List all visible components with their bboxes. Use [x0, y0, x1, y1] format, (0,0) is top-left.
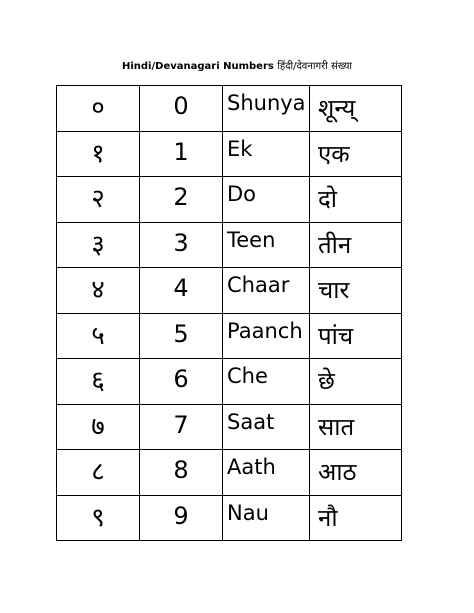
- hindi-word-cell: शून्य्: [310, 86, 402, 132]
- arabic-digit-cell: 1: [140, 131, 223, 177]
- devanagari-digit-cell: ६: [57, 359, 140, 405]
- document-title: [0, 60, 474, 74]
- romanized-word-cell: Aath: [223, 450, 310, 496]
- devanagari-digit-cell: ३: [57, 222, 140, 268]
- arabic-digit-cell: 0: [140, 86, 223, 132]
- arabic-digit-cell: 8: [140, 450, 223, 496]
- hindi-word-cell: सात: [310, 404, 402, 450]
- romanized-word-cell: Nau: [223, 495, 310, 541]
- arabic-digit-cell: 5: [140, 313, 223, 359]
- table-row: [57, 359, 402, 405]
- table-row: [57, 131, 402, 177]
- hindi-word-cell: नौ: [310, 495, 402, 541]
- title-english: Hindi/Devanagari Numbers: [121, 61, 274, 72]
- arabic-digit-cell: 3: [140, 222, 223, 268]
- romanized-word-cell: Ek: [223, 131, 310, 177]
- hindi-word-cell: छे: [310, 359, 402, 405]
- romanized-word-cell: Shunya: [223, 86, 310, 132]
- arabic-digit-cell: 2: [140, 177, 223, 223]
- table-row: [57, 495, 402, 541]
- romanized-word-cell: Che: [223, 359, 310, 405]
- romanized-word-cell: Do: [223, 177, 310, 223]
- romanized-word-cell: Saat: [223, 404, 310, 450]
- table-row: [57, 177, 402, 223]
- devanagari-digit-cell: ०: [57, 86, 140, 132]
- table-row: [57, 222, 402, 268]
- romanized-word-cell: Chaar: [223, 268, 310, 314]
- table-row: [57, 404, 402, 450]
- table-row: [57, 313, 402, 359]
- hindi-word-cell: आठ: [310, 450, 402, 496]
- devanagari-digit-cell: ७: [57, 404, 140, 450]
- table-row: [57, 450, 402, 496]
- hindi-word-cell: एक: [310, 131, 402, 177]
- romanized-word-cell: Paanch: [223, 313, 310, 359]
- devanagari-digit-cell: ८: [57, 450, 140, 496]
- title-devanagari: हिंदी/देवनागरी संख्या: [277, 61, 352, 72]
- hindi-word-cell: पांच: [310, 313, 402, 359]
- numbers-table-body: [57, 86, 402, 541]
- hindi-word-cell: तीन: [310, 222, 402, 268]
- hindi-word-cell: दो: [310, 177, 402, 223]
- table-row: [57, 268, 402, 314]
- devanagari-digit-cell: ५: [57, 313, 140, 359]
- devanagari-digit-cell: ९: [57, 495, 140, 541]
- arabic-digit-cell: 4: [140, 268, 223, 314]
- devanagari-digit-cell: ४: [57, 268, 140, 314]
- romanized-word-cell: Teen: [223, 222, 310, 268]
- devanagari-digit-cell: २: [57, 177, 140, 223]
- table-row: [57, 86, 402, 132]
- numbers-table: [56, 85, 402, 541]
- arabic-digit-cell: 7: [140, 404, 223, 450]
- arabic-digit-cell: 6: [140, 359, 223, 405]
- devanagari-digit-cell: १: [57, 131, 140, 177]
- arabic-digit-cell: 9: [140, 495, 223, 541]
- hindi-word-cell: चार: [310, 268, 402, 314]
